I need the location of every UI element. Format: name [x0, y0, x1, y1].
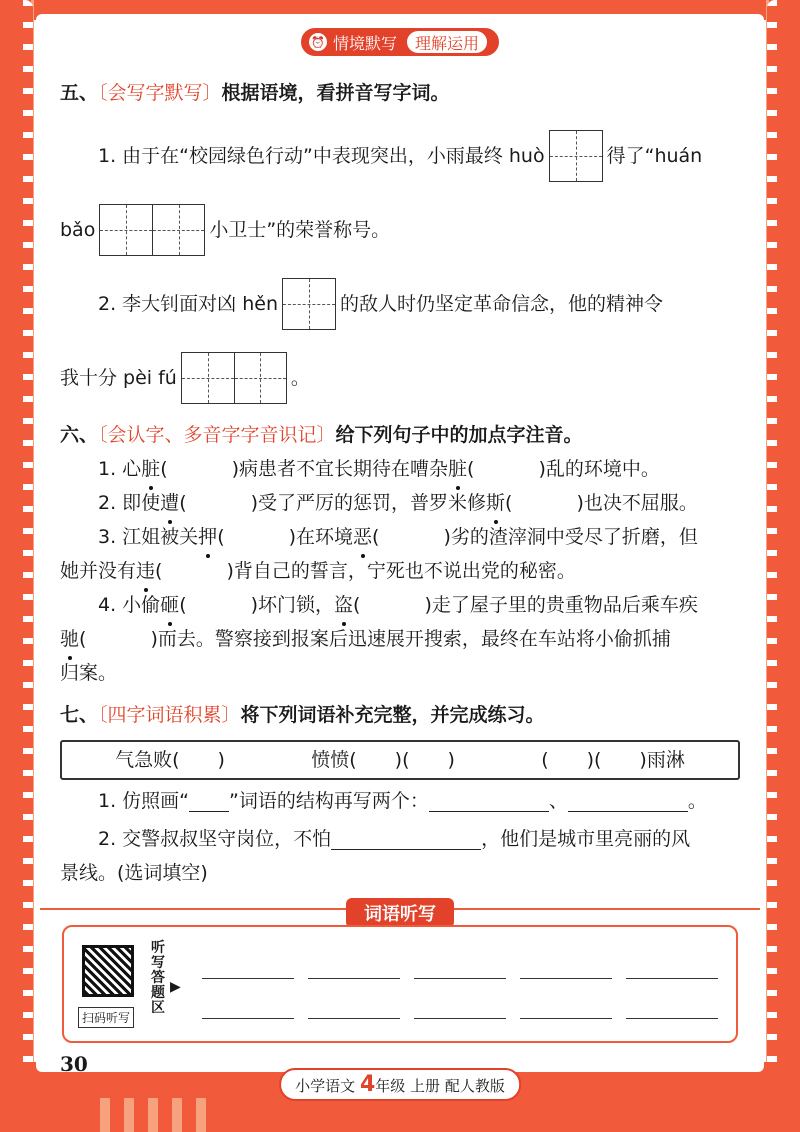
paren-open: (	[372, 526, 380, 548]
paren-open: (	[79, 628, 87, 650]
section-5-title	[60, 76, 740, 110]
section-number: 五、	[60, 82, 99, 104]
section-instruction: 将下列词语补充完整，并完成练习。	[240, 704, 545, 726]
underline-sample	[189, 790, 229, 812]
dotted-char: 押	[198, 520, 217, 554]
period: 。	[687, 790, 707, 812]
section-7-title	[60, 698, 740, 732]
text: 3. 江姐被关	[98, 526, 199, 548]
footer-edition: 配人教版	[444, 1077, 505, 1095]
question-text: 我十分 pèi fú	[60, 367, 177, 389]
header	[0, 28, 800, 56]
footer-grade-number: 4	[359, 1072, 376, 1097]
question-text: 得了“huán	[606, 145, 703, 167]
s6-q4-line1	[60, 588, 740, 622]
dotted-char: 恶	[353, 520, 372, 554]
page-number: 30	[60, 1052, 88, 1076]
dictation-blank[interactable]	[308, 967, 400, 979]
tab-main-label: 情境默写	[332, 33, 397, 53]
footer-volume: 上册	[410, 1077, 441, 1095]
answer-box[interactable]	[99, 204, 205, 256]
dotted-char: 违	[136, 554, 155, 588]
dictation-blank[interactable]	[414, 967, 506, 979]
dictation-vertical-label: 听写答题区	[151, 940, 165, 1016]
s7-q2-line2: 景线。(选词填空)	[60, 862, 208, 884]
text: )背自己的誓言，宁死也不说出党的秘密。	[226, 560, 576, 582]
frame-right	[766, 0, 800, 1132]
footer-badge	[279, 1068, 521, 1101]
qr-label: 扫码听写	[78, 1007, 134, 1028]
idiom-box	[60, 740, 740, 780]
text: )乱的环境中。	[538, 458, 660, 480]
dictation-blank[interactable]	[414, 1007, 506, 1019]
section-6-title	[60, 418, 740, 452]
tab-sub-label: 理解运用	[407, 31, 487, 53]
section-instruction: 给下列句子中的加点字注音。	[335, 424, 583, 446]
paren-open: (	[467, 458, 475, 480]
paren-open: (	[155, 560, 163, 582]
text: )而去。警察接到报案后迅速展开搜索，最终在车站将小偷抓捕	[150, 628, 671, 650]
answer-box[interactable]	[549, 130, 603, 182]
dictation-blank[interactable]	[202, 1007, 294, 1019]
answer-box[interactable]	[282, 278, 336, 330]
s6-q4-line2	[60, 622, 740, 656]
paren-open: (	[160, 458, 168, 480]
idiom-1[interactable]: 气急败( )	[115, 749, 225, 771]
dotted-char: 遭	[160, 486, 179, 520]
section-tag: 〔四字词语积累〕	[98, 704, 241, 726]
paren-open: (	[217, 526, 225, 548]
question-text: 1. 仿照画“	[98, 790, 190, 812]
question-text: 的敌人时仍坚定革命信念，他的精神令	[339, 293, 663, 315]
paren-open: (	[179, 594, 187, 616]
play-arrow-icon: ▶	[170, 979, 181, 995]
footer-subject: 小学语文	[295, 1077, 356, 1095]
dotted-char: 脏	[141, 452, 160, 486]
dictation-panel	[62, 925, 738, 1043]
bottom-stripes	[100, 1098, 210, 1132]
text: )病患者不宜长期待在嘈杂	[231, 458, 449, 480]
s6-q4-line3: 归案。	[60, 662, 118, 684]
s7-q2	[60, 822, 740, 856]
paren-open: (	[505, 492, 513, 514]
answer-box[interactable]	[181, 352, 287, 404]
dictation-title: 词语听写	[346, 898, 454, 928]
paren-open: (	[353, 594, 361, 616]
answer-line[interactable]	[429, 790, 549, 812]
question-text: ”词语的结构再写两个：	[229, 790, 429, 812]
question-text: 1. 由于在“校园绿色行动”中表现突出，小雨最终 huò	[98, 145, 545, 167]
text: )走了屋子里的贵重物品后乘车疾	[424, 594, 698, 616]
dictation-blank[interactable]	[626, 1007, 718, 1019]
answer-line[interactable]	[568, 790, 688, 812]
s7-q1	[60, 784, 740, 818]
section-tag: 〔会认字、多音字字音识记〕	[98, 424, 336, 446]
dotted-char: 脏	[448, 452, 467, 486]
idiom-2[interactable]: 愤愤( )( )	[311, 749, 455, 771]
worksheet-content	[60, 70, 740, 890]
text: 4. 小偷	[98, 594, 161, 616]
section-number: 七、	[60, 704, 99, 726]
text: )劣的渣滓洞中受尽了折磨，但	[443, 526, 698, 548]
dotted-char: 盗	[334, 588, 353, 622]
text: 她并没有	[60, 560, 137, 582]
s6-q3-line1	[60, 520, 740, 554]
question-text: 2. 李大钊面对凶 hěn	[98, 293, 278, 315]
s6-q2	[60, 486, 740, 520]
question-text: ，他们是城市里亮丽的风	[481, 828, 691, 850]
s6-q1	[60, 452, 740, 486]
dictation-row	[202, 967, 718, 979]
question-text: 。	[290, 367, 310, 389]
header-tab	[301, 28, 499, 56]
idiom-3[interactable]: ( )( )雨淋	[541, 749, 685, 771]
question-text: bǎo	[60, 219, 96, 241]
s5-q2-line2	[60, 352, 740, 404]
text: 1. 心	[98, 458, 142, 480]
section-tag: 〔会写字默写〕	[98, 82, 222, 104]
qr-code-icon[interactable]	[82, 945, 134, 997]
text: )也决不屈服。	[576, 492, 698, 514]
frame-left	[0, 0, 34, 1132]
question-text: 小卫士”的荣誉称号。	[209, 219, 391, 241]
paren-open: (	[179, 492, 187, 514]
answer-line[interactable]	[331, 828, 481, 850]
text: )受了严厉的惩罚，普罗米修	[250, 492, 487, 514]
footer-grade-text: 年级	[375, 1077, 406, 1095]
dictation-blank[interactable]	[520, 967, 612, 979]
dictation-blank[interactable]	[308, 1007, 400, 1019]
dotted-char: 驰	[60, 622, 79, 656]
s5-q2-line1	[60, 278, 740, 330]
section-instruction: 根据语境，看拼音写字词。	[221, 82, 450, 104]
dotted-char: 砸	[160, 588, 179, 622]
s6-q3-line2	[60, 554, 740, 588]
question-text: 2. 交警叔叔坚守岗位，不怕	[98, 828, 332, 850]
alarm-icon: ⏰	[309, 33, 327, 51]
dictation-lines	[202, 967, 718, 1047]
dictation-row	[202, 1007, 718, 1019]
s5-q1-line2	[60, 204, 740, 256]
dictation-blank[interactable]	[202, 967, 294, 979]
text: )在环境	[288, 526, 354, 548]
s5-q1-line1	[60, 130, 740, 182]
dictation-blank[interactable]	[520, 1007, 612, 1019]
section-number: 六、	[60, 424, 99, 446]
dictation-blank[interactable]	[626, 967, 718, 979]
text: 2. 即使	[98, 492, 161, 514]
text: )坏门锁，	[250, 594, 335, 616]
dotted-char: 斯	[486, 486, 505, 520]
separator: 、	[548, 790, 568, 812]
